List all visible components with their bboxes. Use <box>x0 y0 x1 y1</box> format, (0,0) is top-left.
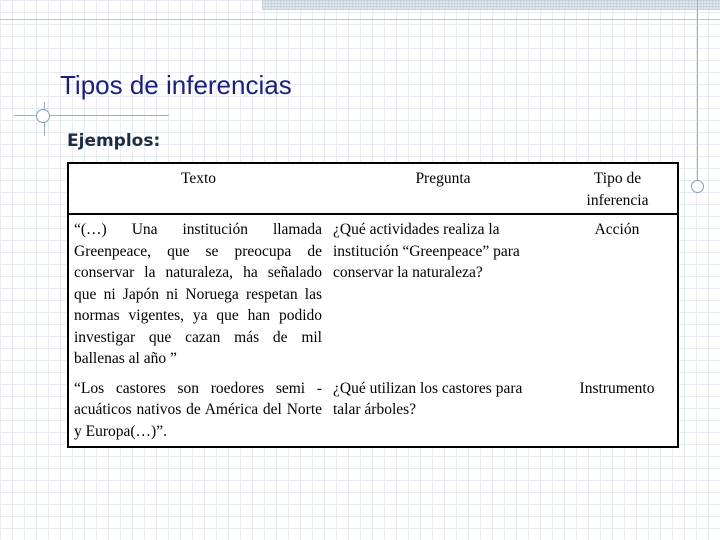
inference-examples-table <box>67 162 679 448</box>
column-header-texto: Texto <box>68 163 328 214</box>
tipo-cell: Instrumento <box>579 379 655 397</box>
pregunta-cell: ¿Qué actividades realiza la institución “Greenpeace” para conservar la naturaleza? <box>333 221 520 281</box>
slide-title: Tipos de inferencias <box>60 70 292 100</box>
table-row <box>68 214 678 374</box>
tipo-cell: Acción <box>594 221 640 238</box>
header-texture-band <box>262 0 720 10</box>
top-divider-line <box>0 19 720 20</box>
column-header-pregunta: Pregunta <box>328 163 558 214</box>
title-circle-marker-icon <box>36 109 50 123</box>
examples-heading: Ejemplos: <box>67 131 161 151</box>
table-header-row <box>68 163 678 214</box>
texto-cell: “Los castores son roedores semi -acuáticos nativos de América del Norte y Europa(…)”. <box>74 379 322 440</box>
table-row <box>68 374 678 448</box>
column-header-tipo: Tipo de inferencia <box>558 163 678 214</box>
pregunta-cell: ¿Qué utilizan los castores para talar árboles? <box>333 379 523 418</box>
right-circle-marker-icon <box>691 180 704 193</box>
right-decorative-line <box>697 0 698 185</box>
texto-cell: “(…) Una institución llamada Greenpeace, que se preocupa de conservar la naturaleza, ha señalado que ni Japón ni Noruega respetan las normas vigentes, ya que han podido investigar que cazan más de mil ballenas al año ” <box>74 221 322 367</box>
